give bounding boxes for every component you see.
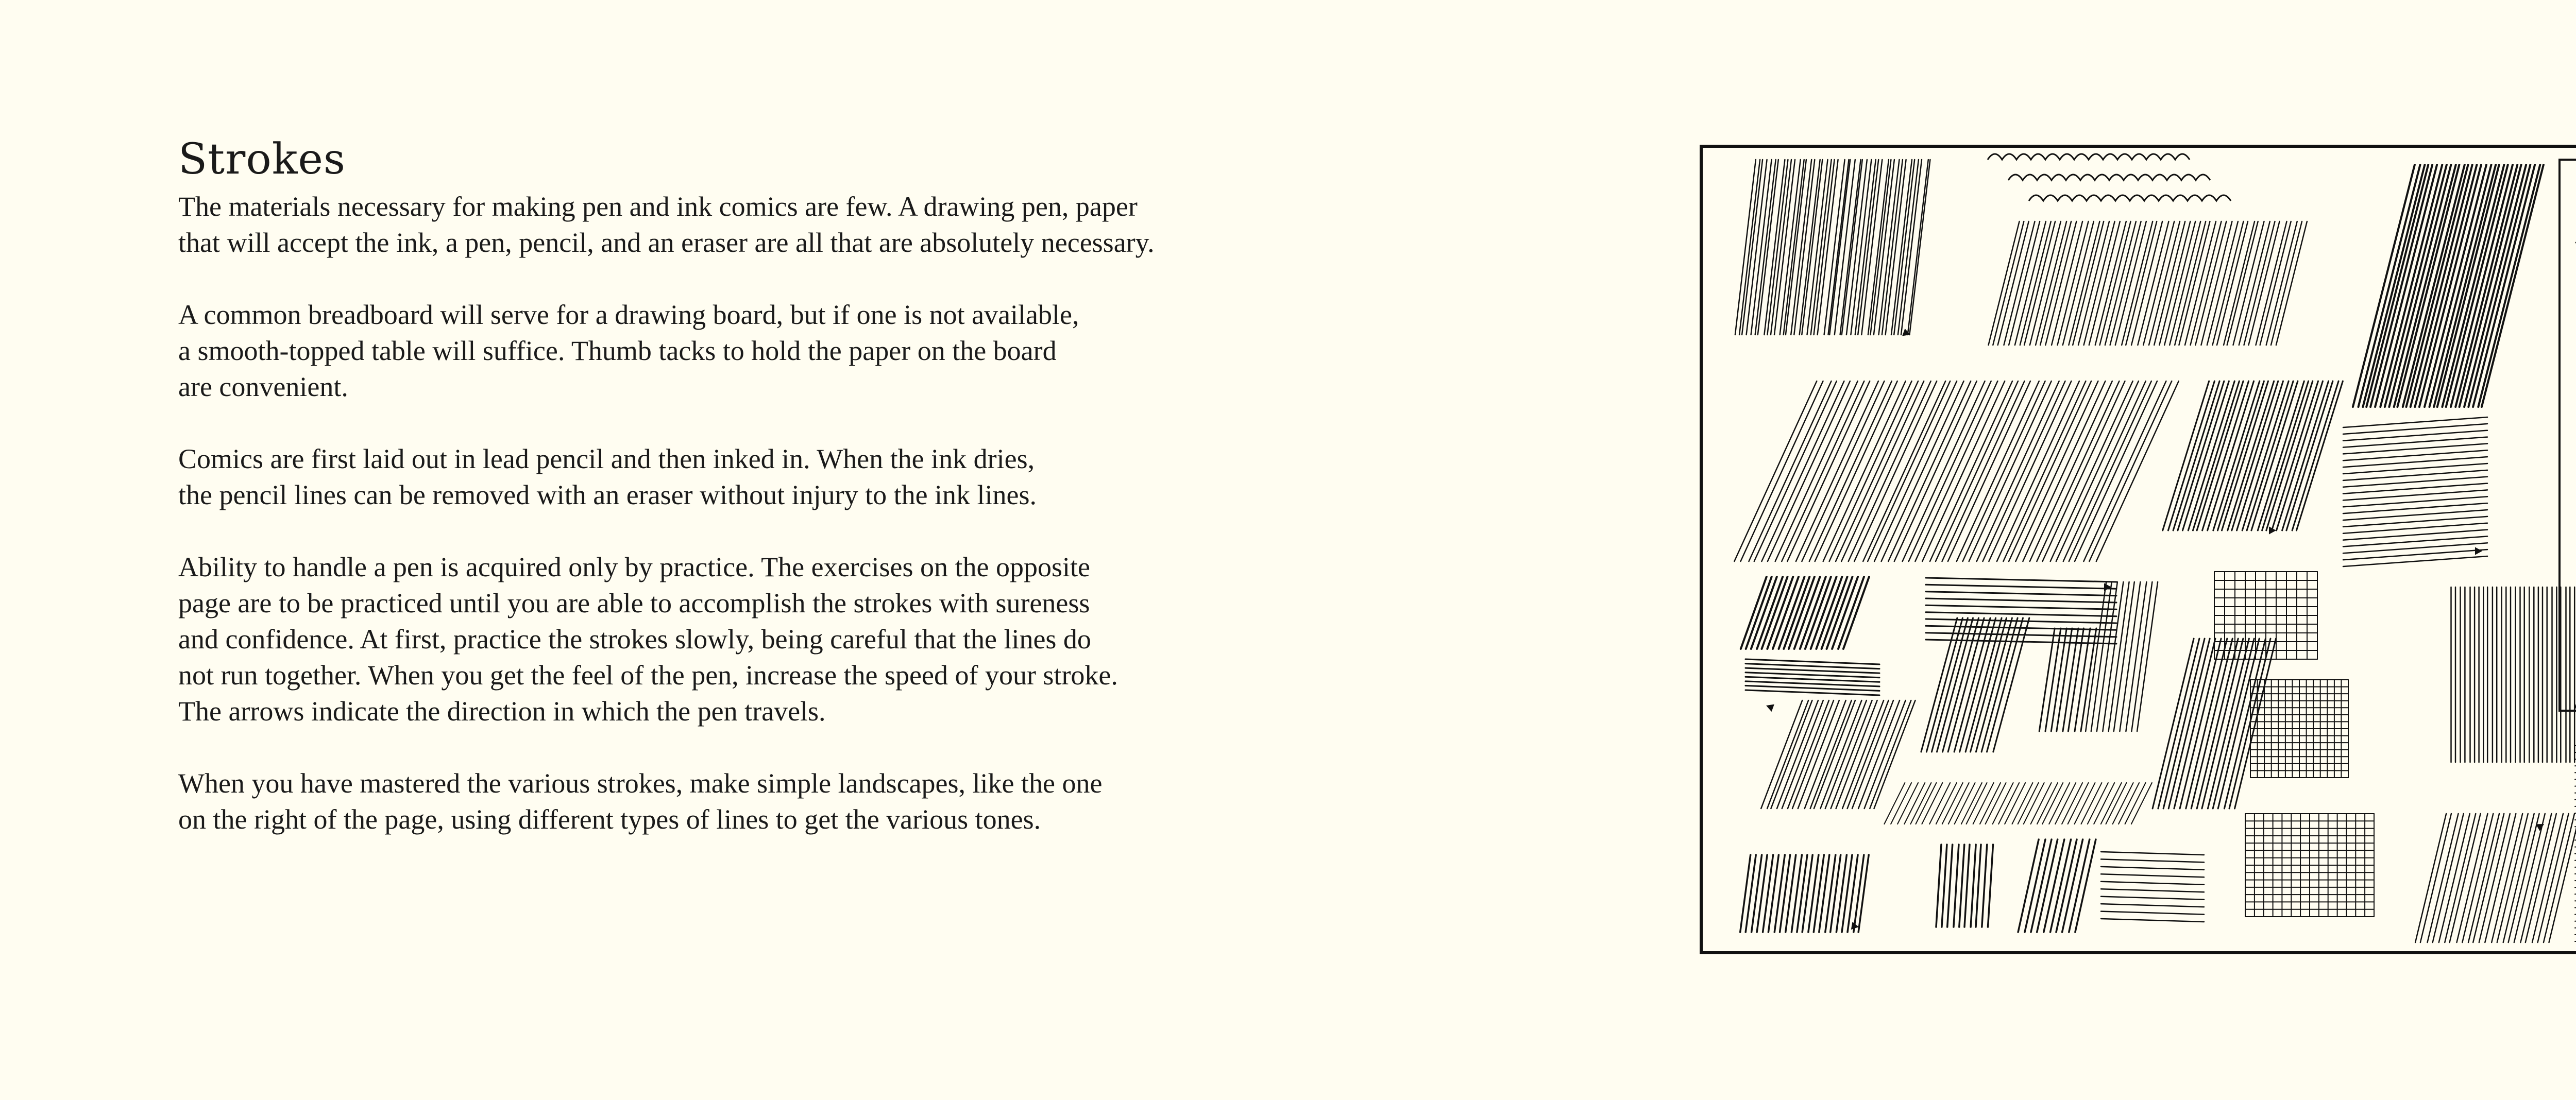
text-line: Ability to handle a pen is acquired only by practice. The exercises on the opposite: [178, 552, 1090, 582]
page-title: Strokes: [178, 135, 346, 184]
stroke-exercises-drawing: [1699, 144, 2576, 955]
paragraph-landscapes: [178, 765, 1291, 837]
text-line: the pencil lines can be removed with an eraser without injury to the ink lines.: [178, 479, 1037, 510]
text-line: that will accept the ink, a pen, pencil, and an eraser are all that are absolutely necessary.: [178, 227, 1155, 258]
stroke-marks: [1734, 154, 2576, 942]
text-line: are convenient.: [178, 371, 348, 402]
text-line: a smooth-topped table will suffice. Thumb tacks to hold the paper on the board: [178, 335, 1057, 366]
paragraph-pencil-layout: [178, 441, 1291, 513]
text-line: The arrows indicate the direction in which the pen travels.: [178, 696, 826, 727]
text-line: When you have mastered the various strokes, make simple landscapes, like the one: [178, 768, 1103, 799]
paragraph-practice: [178, 549, 1291, 729]
text-line: Comics are first laid out in lead pencil and then inked in. When the ink dries,: [178, 443, 1035, 474]
text-line: on the right of the page, using different types of lines to get the various tones.: [178, 804, 1041, 835]
text-line: and confidence. At first, practice the strokes slowly, being careful that the lines do: [178, 624, 1091, 655]
paragraph-drawing-board: [178, 297, 1291, 405]
text-line: A common breadboard will serve for a drawing board, but if one is not available,: [178, 299, 1079, 330]
text-line: not run together. When you get the feel of the pen, increase the speed of your stroke.: [178, 660, 1118, 691]
paragraph-materials: [178, 188, 1291, 261]
text-line: page are to be practiced until you are able to accomplish the strokes with sureness: [178, 588, 1090, 618]
text-column: [178, 134, 1291, 873]
text-line: The materials necessary for making pen and ink comics are few. A drawing pen, paper: [178, 191, 1138, 222]
pen-stroke-illustration: [1699, 144, 2576, 955]
